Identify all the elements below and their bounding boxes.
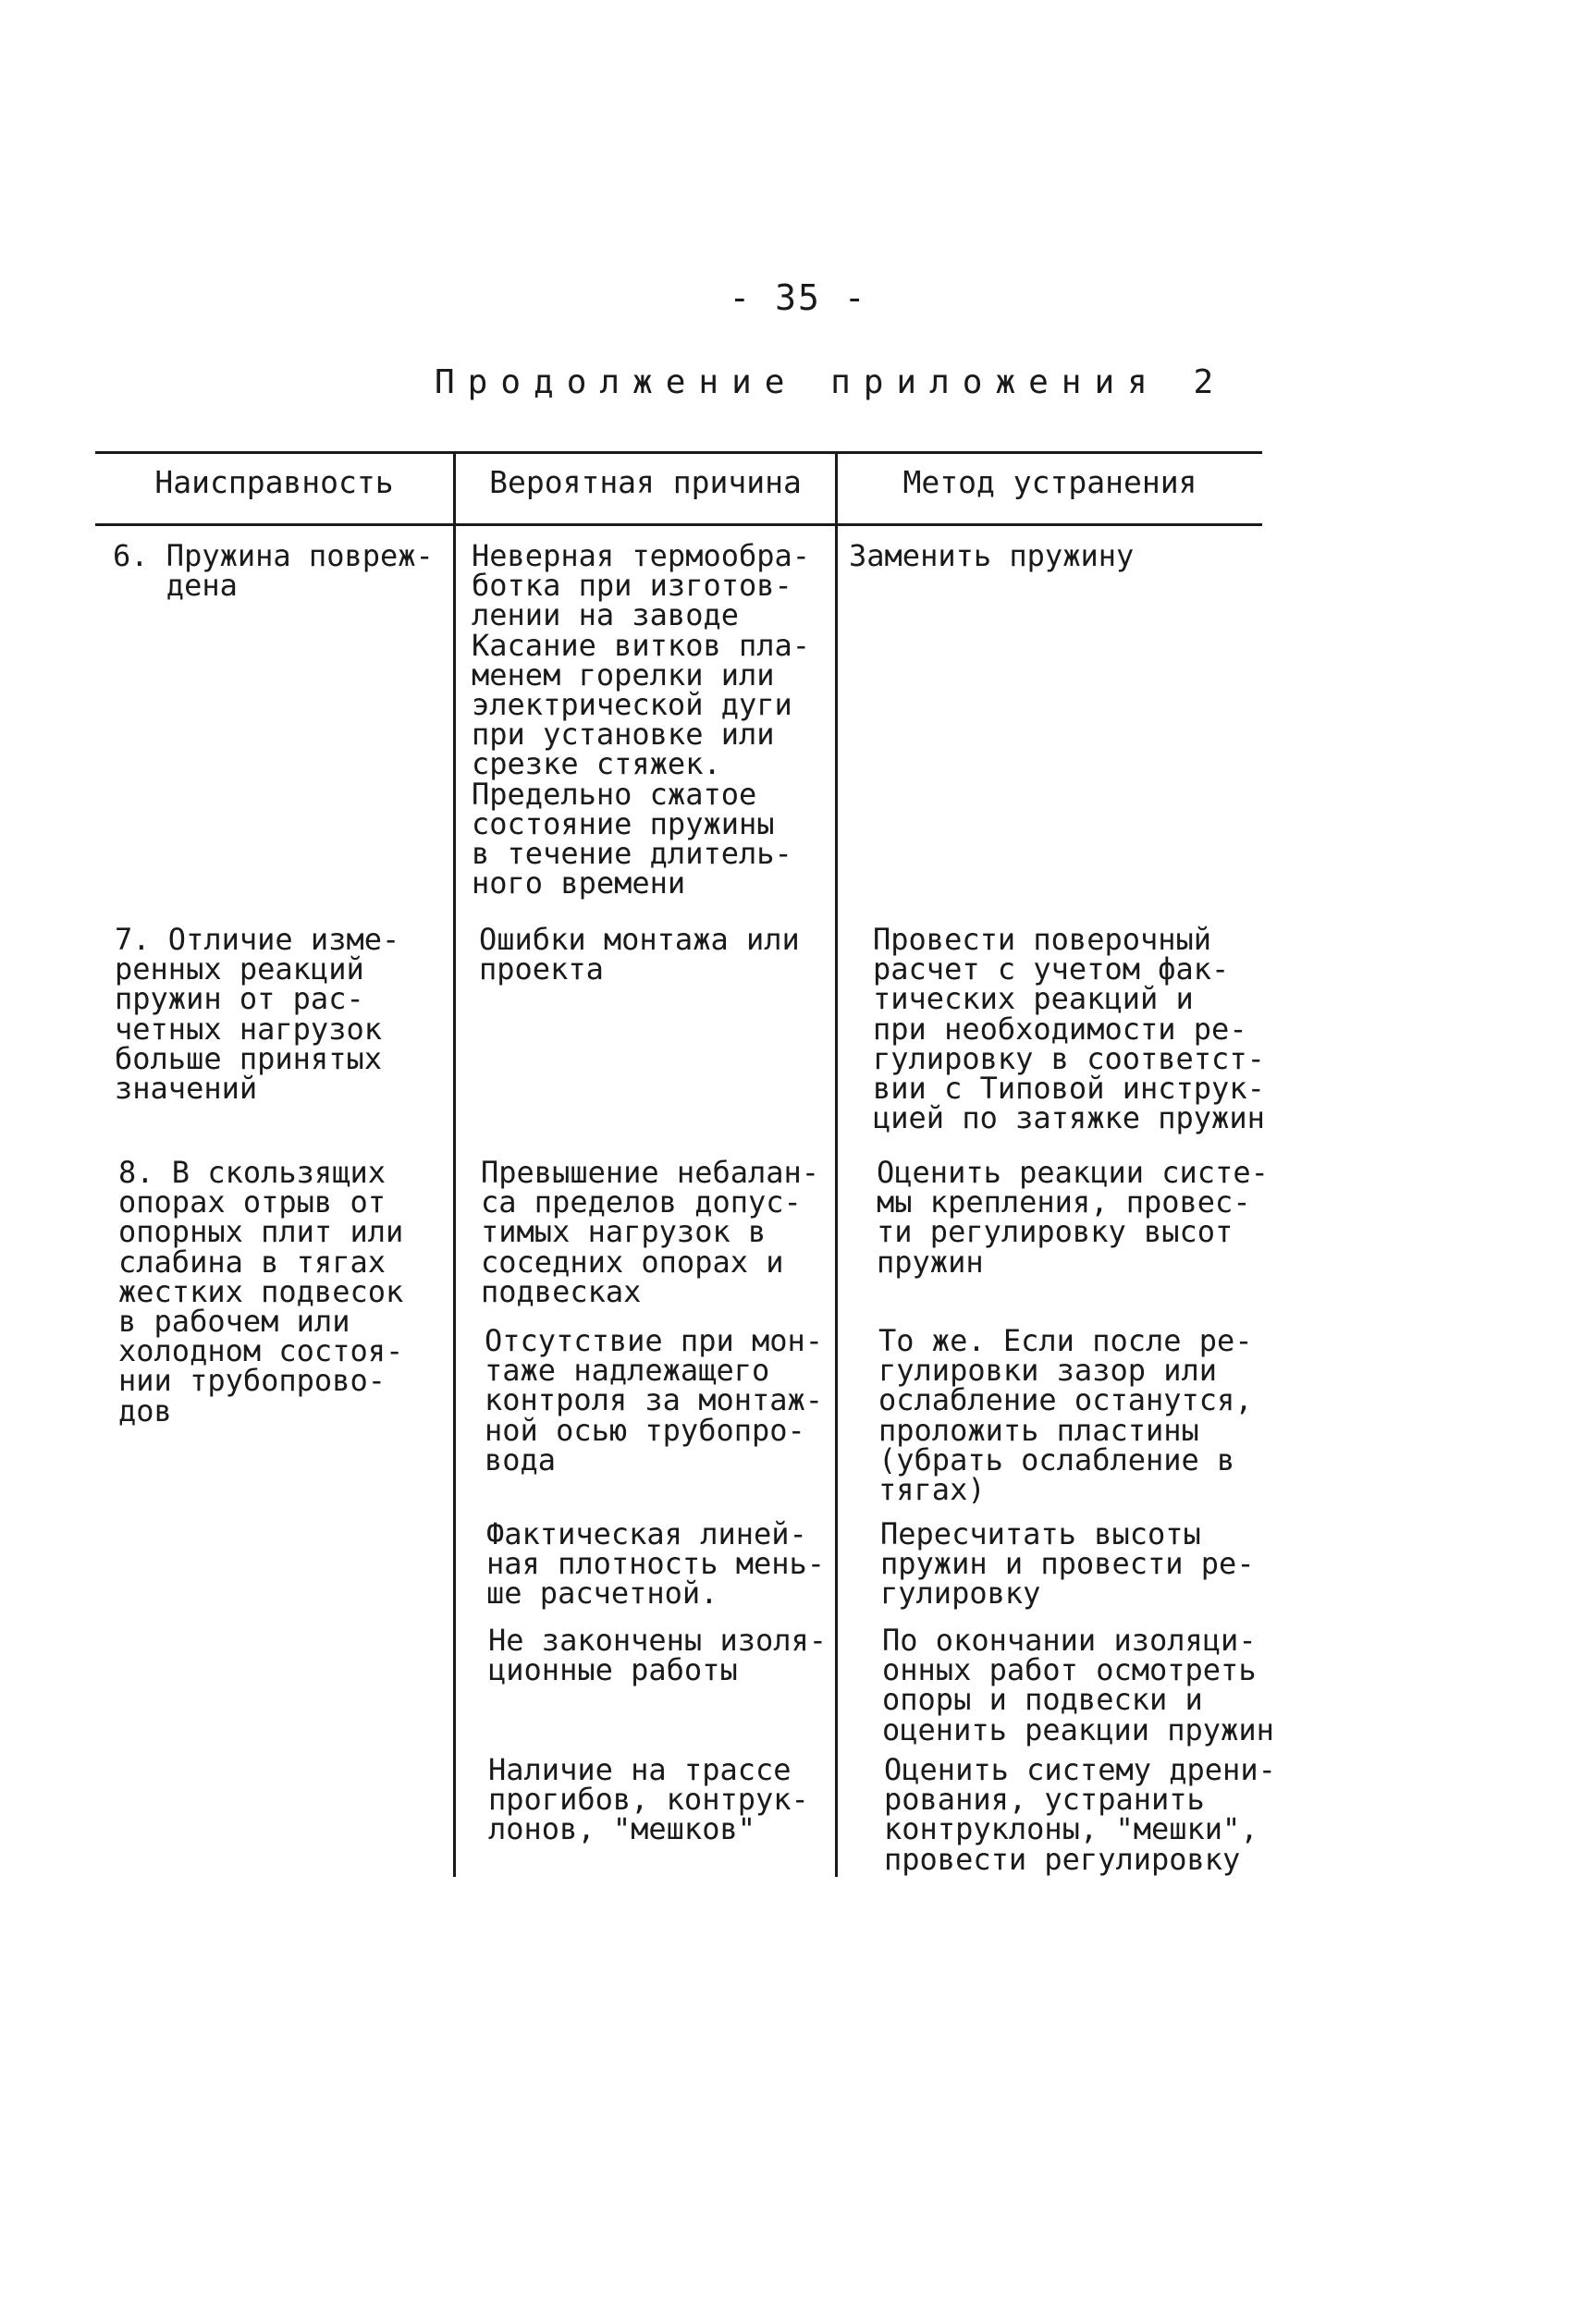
- fault-cell: 8. В скользящих опорах отрыв от опорных плит или слабина в тягах жестких подвесок в рабочем или холодном состоя- нии трубопрово- дов: [118, 1155, 404, 1428]
- remedy-cell: По окончании изоляци- онных работ осмотреть опоры и подвески и оценить реакции пружин: [882, 1623, 1274, 1747]
- fault-cell: 7. Отличие изме- ренных реакций пружин от рас- четных нагрузок больше принятых значений: [115, 922, 400, 1107]
- remedy-cell: Оценить реакции систе- мы крепления, провес- ти регулировку высот пружин: [877, 1155, 1269, 1280]
- remedy-cell: Провести поверочный расчет с учетом фак- тических реакций и при необходимости ре- гулировку в соответст- вии с Типовой инструк- цией по затяжке пружин: [873, 922, 1265, 1136]
- cause-cell: Наличие на трассе прогибов, контрук- лонов, "мешков": [488, 1752, 809, 1847]
- cause-cell: Не закончены изоля- ционные работы: [488, 1623, 828, 1688]
- cause-cell: Фактическая линей- ная плотность мень- ше расчетной.: [486, 1516, 826, 1612]
- column-divider-1: [453, 453, 456, 1877]
- page-heading: Продолжение приложения 2: [435, 363, 1227, 401]
- header-fault: Наисправность: [154, 464, 394, 500]
- remedy-cell: Заменить пружину: [849, 538, 1135, 573]
- remedy-cell: То же. Если после ре- гулировки зазор или ослабление останутся, проложить пластины (убрать ослабление в тягах): [878, 1323, 1253, 1508]
- header-remedy: Метод устранения: [902, 464, 1197, 500]
- fault-cell: 6. Пружина повреж- дена: [113, 538, 434, 604]
- cause-cell: Отсутствие при мон- таже надлежащего контроля за монтаж- ной осью трубопро- вода: [485, 1323, 824, 1477]
- cause-cell: Ошибки монтажа или проекта: [479, 922, 800, 987]
- page-number: - 35 -: [729, 277, 867, 318]
- column-divider-2: [835, 453, 838, 1877]
- table-top-rule: [95, 451, 1262, 454]
- remedy-cell: Пересчитать высоты пружин и провести ре- гулировку: [880, 1516, 1255, 1612]
- cause-cell: Превышение небалан- са пределов допус- тимых нагрузок в соседних опорах и подвесках: [481, 1155, 820, 1309]
- cause-cell: Неверная термообра- ботка при изготов- лении на заводе Касание витков пла- менем горелки или электрической дуги при установке или срезке стяжек. Предельно сжатое состояние пружины в течение длитель- ного времени: [472, 538, 811, 901]
- header-cause: Вероятная причина: [489, 464, 802, 500]
- table-header-rule: [95, 523, 1262, 526]
- remedy-cell: Оценить систему дрени- рования, устранить контруклоны, "мешки", провести регулировку: [884, 1752, 1276, 1877]
